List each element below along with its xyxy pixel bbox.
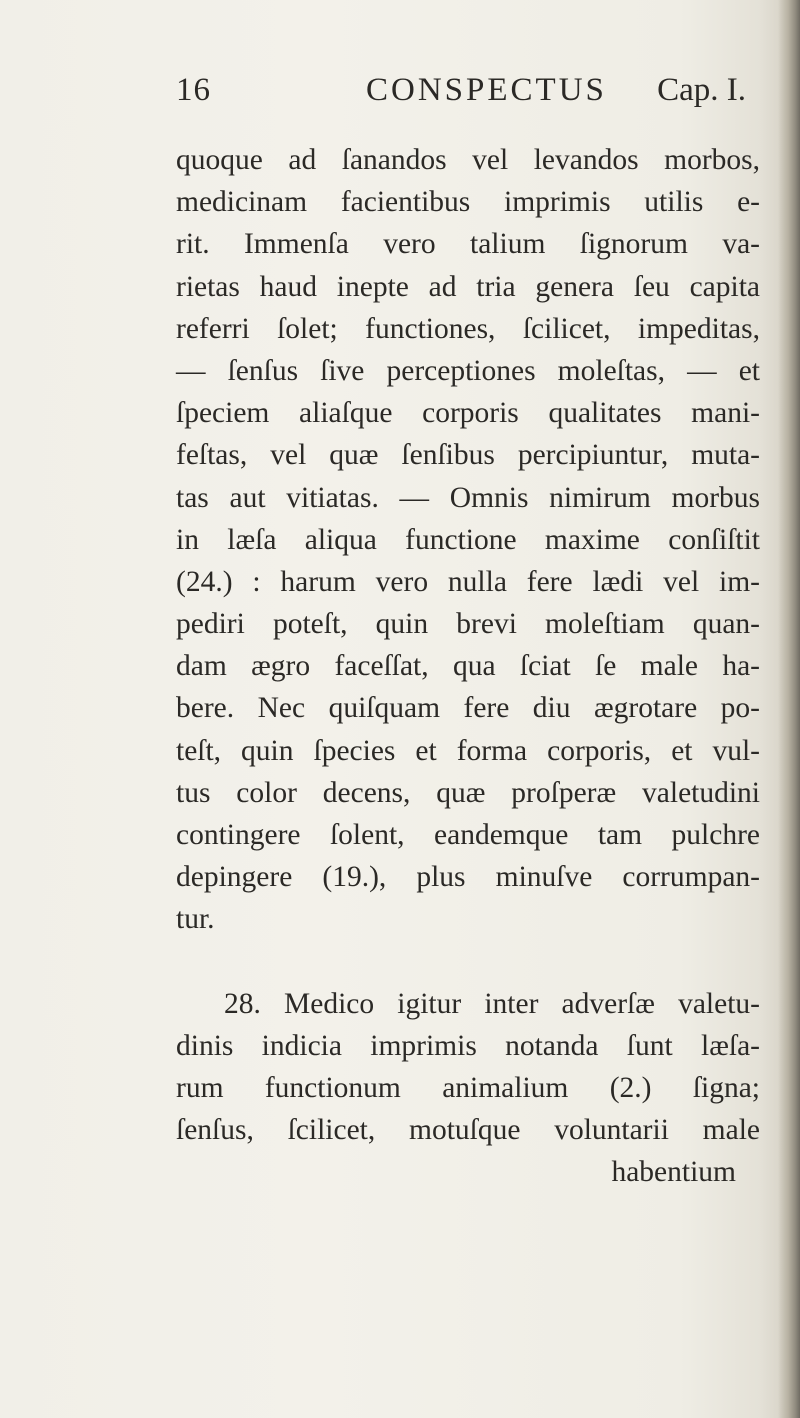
body-text: [176, 139, 760, 1194]
text-line: (24.) : harum vero nulla fere lædi vel im-: [176, 565, 760, 598]
text-line: — ſenſus ſive perceptiones moleſtas, — et: [176, 354, 760, 387]
text-line: dinis indicia imprimis notanda ſunt læſa-: [176, 1029, 760, 1062]
text-line: dam ægro faceſſat, qua ſciat ſe male ha-: [176, 650, 760, 683]
text-line: ſenſus, ſcilicet, motuſque voluntarii male: [176, 1114, 760, 1147]
running-title: CONSPECTUS: [366, 72, 607, 108]
text-line: medicinam facientibus imprimis utilis e-: [176, 186, 760, 219]
running-header: [176, 72, 746, 122]
text-line: pediri poteſt, quin brevi moleſtiam quan-: [176, 608, 760, 641]
text-line: rum functionum animalium (2.) ſigna;: [176, 1071, 760, 1104]
text-line: ſpeciem aliaſque corporis qualitates mani-: [176, 397, 760, 430]
text-line: bere. Nec quiſquam fere diu ægrotare po-: [176, 692, 760, 725]
text-line: tas aut vitiatas. — Omnis nimirum morbus: [176, 481, 760, 514]
text-line: 28. Medico igitur inter adverſæ valetu-: [224, 987, 760, 1020]
text-line: teſt, quin ſpecies et forma corporis, et vul-: [176, 734, 760, 767]
text-line: contingere ſolent, eandemque tam pulchre: [176, 819, 760, 851]
text-line: quoque ad ſanandos vel levandos morbos,: [176, 144, 760, 176]
page-number: 16: [176, 72, 211, 108]
text-line: tus color decens, quæ proſperæ valetudini: [176, 776, 760, 809]
text-line: rietas haud inepte ad tria genera ſeu capita: [176, 270, 760, 303]
text-line: depingere (19.), plus minuſve corrumpan-: [176, 861, 760, 894]
text-line: feſtas, vel quæ ſenſibus percipiuntur, muta-: [176, 439, 760, 472]
text-line: rit. Immenſa vero talium ſignorum va-: [176, 228, 760, 261]
paragraph-gap: [176, 941, 760, 983]
chapter-reference: Cap. I.: [657, 72, 746, 108]
catchword: habentium: [611, 1156, 736, 1189]
text-line: tur.: [176, 903, 215, 936]
text-line: in læſa aliqua functione maxime conſiſtit: [176, 523, 760, 556]
page-edge-shadow: [778, 0, 800, 1418]
text-line: referri ſolet; functiones, ſcilicet, impeditas,: [176, 312, 760, 345]
